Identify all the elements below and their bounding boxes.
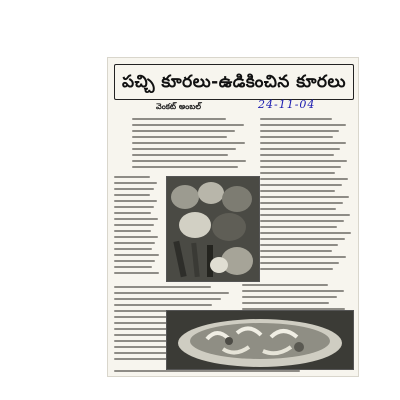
text-line bbox=[114, 182, 157, 184]
text-line bbox=[260, 244, 338, 246]
text-line bbox=[260, 232, 351, 234]
text-line bbox=[114, 248, 152, 250]
text-line bbox=[260, 130, 339, 132]
text-line bbox=[114, 286, 211, 288]
text-line bbox=[242, 290, 344, 292]
text-line bbox=[260, 142, 346, 144]
text-line bbox=[114, 304, 212, 306]
text-line bbox=[114, 212, 151, 214]
text-line bbox=[132, 124, 244, 126]
vegetables-photo bbox=[166, 176, 260, 282]
text-line bbox=[260, 184, 342, 186]
body-text-bottom bbox=[114, 370, 352, 376]
text-line bbox=[260, 202, 343, 204]
text-line bbox=[260, 220, 344, 222]
text-line bbox=[132, 118, 226, 120]
text-line bbox=[260, 256, 346, 258]
text-line bbox=[132, 130, 235, 132]
text-line bbox=[260, 250, 332, 252]
text-line bbox=[260, 154, 334, 156]
text-line bbox=[260, 238, 345, 240]
body-text-right bbox=[260, 118, 352, 274]
text-line bbox=[114, 194, 150, 196]
text-line bbox=[260, 160, 347, 162]
text-line bbox=[114, 230, 151, 232]
article-headline: పచ్చి కూరలు-ఉడికించిన కూరలు bbox=[114, 64, 354, 100]
text-line bbox=[114, 254, 159, 256]
text-line bbox=[114, 224, 154, 226]
text-line bbox=[260, 124, 346, 126]
text-line bbox=[132, 148, 236, 150]
vegetables-photo-art bbox=[167, 177, 259, 281]
body-text-left bbox=[114, 176, 160, 278]
text-line bbox=[114, 242, 155, 244]
text-line bbox=[114, 370, 300, 372]
article-byline: వెంకట్ అంబల్ bbox=[156, 102, 202, 111]
text-line bbox=[132, 154, 228, 156]
text-line bbox=[114, 218, 158, 220]
text-line bbox=[242, 296, 337, 298]
text-line bbox=[242, 284, 328, 286]
salad-photo bbox=[166, 310, 354, 370]
text-line bbox=[260, 178, 348, 180]
text-line bbox=[132, 166, 238, 168]
text-line bbox=[114, 188, 154, 190]
text-line bbox=[114, 260, 155, 262]
text-line bbox=[260, 208, 336, 210]
text-line bbox=[260, 226, 337, 228]
text-line bbox=[242, 302, 329, 304]
salad-photo-art bbox=[167, 311, 353, 369]
text-line bbox=[260, 190, 335, 192]
text-line bbox=[114, 236, 158, 238]
body-text-top bbox=[132, 118, 252, 172]
text-line bbox=[260, 262, 339, 264]
text-line bbox=[260, 118, 332, 120]
text-line bbox=[114, 292, 229, 294]
text-line bbox=[132, 142, 245, 144]
text-line bbox=[132, 160, 246, 162]
newspaper-clipping bbox=[108, 58, 358, 376]
text-line bbox=[260, 136, 333, 138]
text-line bbox=[260, 166, 341, 168]
text-line bbox=[260, 268, 333, 270]
text-line bbox=[114, 272, 159, 274]
text-line bbox=[260, 196, 349, 198]
text-line bbox=[114, 298, 221, 300]
text-line bbox=[114, 200, 157, 202]
text-line bbox=[260, 172, 335, 174]
text-line bbox=[114, 266, 152, 268]
text-line bbox=[114, 206, 154, 208]
text-line bbox=[114, 176, 150, 178]
text-line bbox=[132, 136, 227, 138]
text-line bbox=[260, 148, 340, 150]
text-line bbox=[260, 214, 350, 216]
handwritten-date: 24-11-04 bbox=[258, 98, 316, 111]
